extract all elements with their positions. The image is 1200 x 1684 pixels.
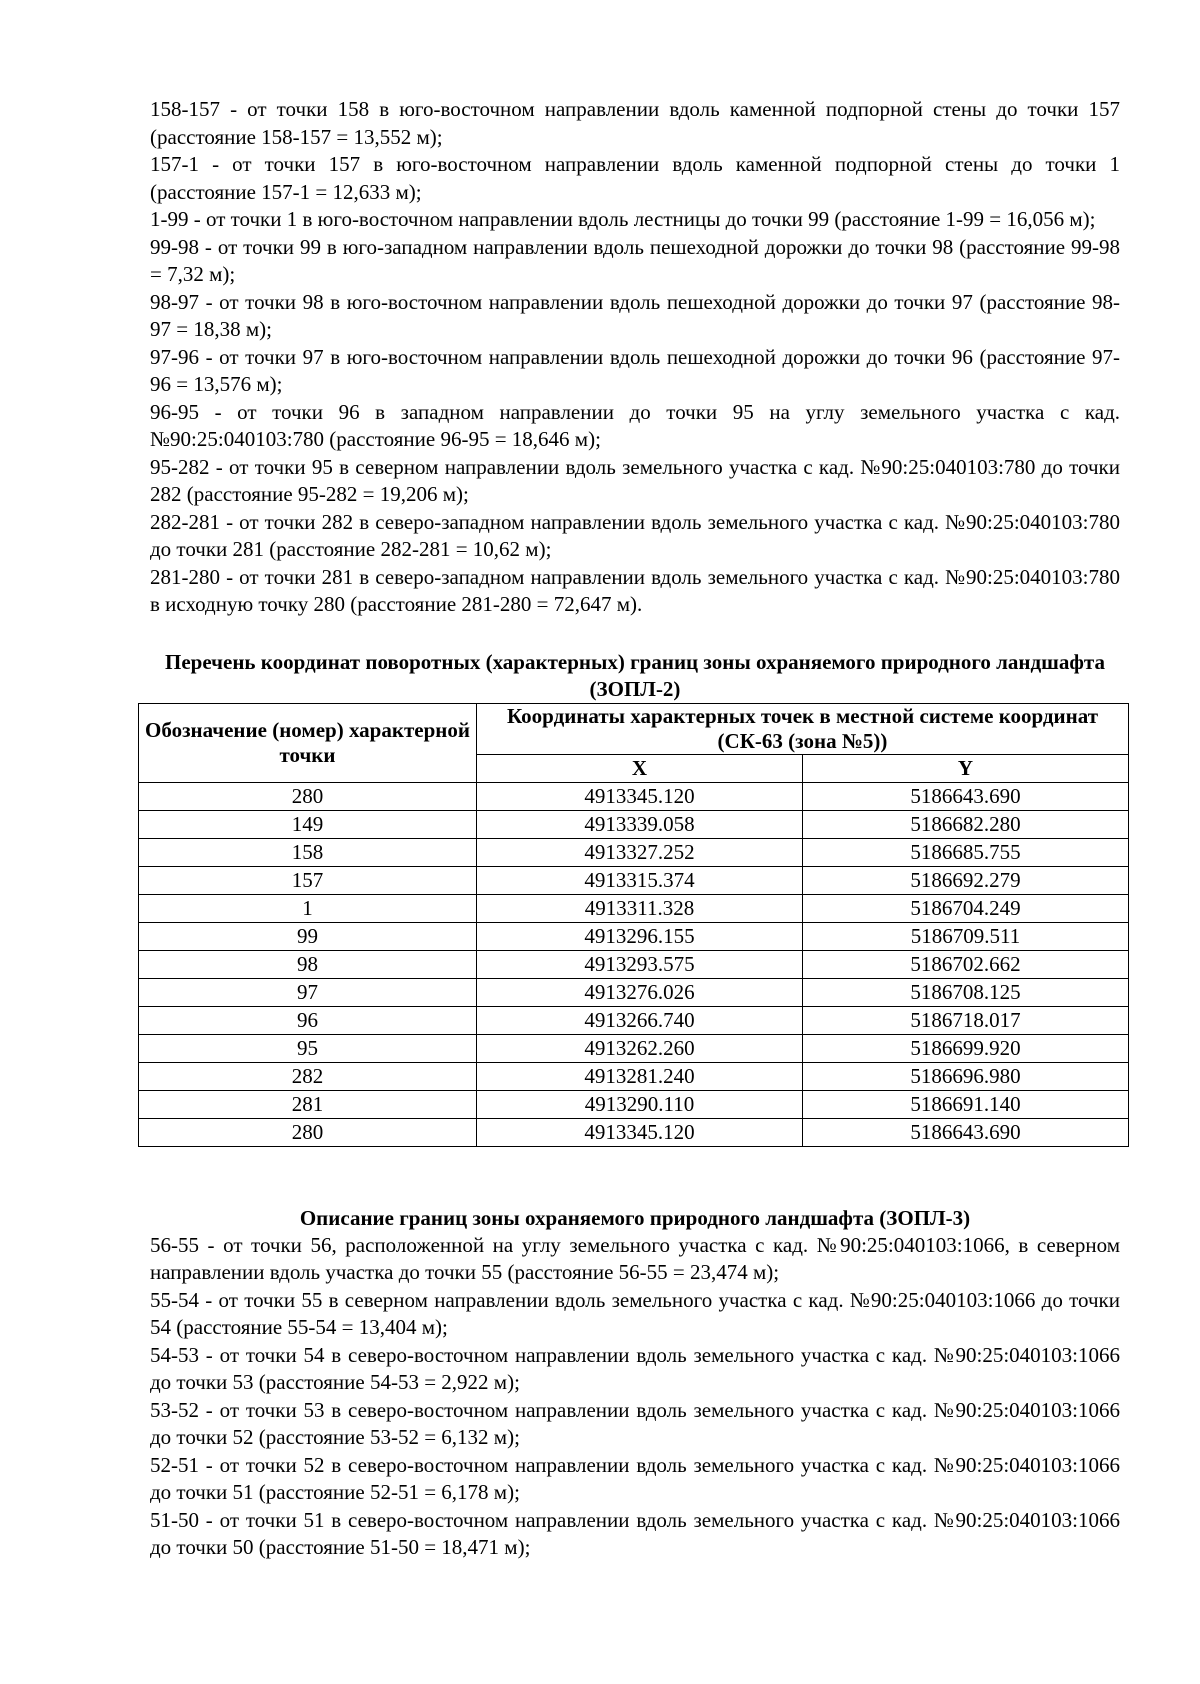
- table-row: [139, 782, 1129, 810]
- point-number: 280: [139, 782, 477, 810]
- coord-x: 4913293.575: [477, 950, 803, 978]
- point-number: 282: [139, 1062, 477, 1090]
- point-number: 157: [139, 866, 477, 894]
- coord-y: 5186696.980: [803, 1062, 1129, 1090]
- coord-x: 4913296.155: [477, 922, 803, 950]
- point-number: 99: [139, 922, 477, 950]
- boundary-segment: 95-282 - от точки 95 в северном направлении вдоль земельного участка с кад. №90:25:040103:780 до точки 282 (расстояние 95-282 = 19,206 м);: [150, 454, 1120, 506]
- coordinates-table: [138, 703, 1129, 1147]
- coord-y: 5186685.755: [803, 838, 1129, 866]
- coord-y: 5186709.511: [803, 922, 1129, 950]
- boundary-segment: 158-157 - от точки 158 в юго-восточном направлении вдоль каменной подпорной стены до точки 157 (расстояние 158-157 = 13,552 м);: [150, 97, 1120, 149]
- table-row: [139, 838, 1129, 866]
- boundary-segment: 99-98 - от точки 99 в юго-западном направлении вдоль пешеходной дорожки до точки 98 (расстояние 99-98 = 7,32 м);: [150, 234, 1120, 286]
- header-point-number: Обозначение (номер) характерной точки: [139, 703, 477, 782]
- point-number: 97: [139, 978, 477, 1006]
- boundary-segment: 52-51 - от точки 52 в северо-восточном направлении вдоль земельного участка с кад. №90:25:040103:1066 до точки 51 (расстояние 52-51 = 6,178 м);: [150, 1452, 1120, 1504]
- boundary-segment: 157-1 - от точки 157 в юго-восточном направлении вдоль каменной подпорной стены до точки 1 (расстояние 157-1 = 12,633 м);: [150, 152, 1120, 204]
- boundary-segment: 53-52 - от точки 53 в северо-восточном направлении вдоль земельного участка с кад. №90:25:040103:1066 до точки 52 (расстояние 53-52 = 6,132 м);: [150, 1397, 1120, 1449]
- table-row: [139, 894, 1129, 922]
- boundary-segment: 281-280 - от точки 281 в северо-западном направлении вдоль земельного участка с кад. №90:25:040103:780 в исходную точку 280 (расстояние 281-280 = 72,647 м).: [150, 564, 1120, 616]
- coord-x: 4913315.374: [477, 866, 803, 894]
- coord-y: 5186682.280: [803, 810, 1129, 838]
- coord-x: 4913281.240: [477, 1062, 803, 1090]
- boundary-segment: 55-54 - от точки 55 в северном направлении вдоль земельного участка с кад. №90:25:040103:1066 до точки 54 (расстояние 55-54 = 13,404 м);: [150, 1287, 1120, 1339]
- coord-x: 4913311.328: [477, 894, 803, 922]
- table-row: [139, 922, 1129, 950]
- coord-y: 5186691.140: [803, 1090, 1129, 1118]
- coord-y: 5186692.279: [803, 866, 1129, 894]
- coord-x: 4913262.260: [477, 1034, 803, 1062]
- coord-x: 4913345.120: [477, 782, 803, 810]
- zopl3-boundary-description: [150, 1232, 1120, 1562]
- point-number: 95: [139, 1034, 477, 1062]
- coord-y: 5186643.690: [803, 782, 1129, 810]
- coord-x: 4913266.740: [477, 1006, 803, 1034]
- boundary-segment: 54-53 - от точки 54 в северо-восточном направлении вдоль земельного участка с кад. №90:25:040103:1066 до точки 53 (расстояние 54-53 = 2,922 м);: [150, 1342, 1120, 1394]
- coord-y: 5186702.662: [803, 950, 1129, 978]
- table-row: [139, 950, 1129, 978]
- coord-x: 4913327.252: [477, 838, 803, 866]
- header-y: Y: [803, 754, 1129, 782]
- zopl2-boundary-description: [150, 96, 1120, 619]
- document-page: [145, 96, 1120, 1562]
- coord-y: 5186708.125: [803, 978, 1129, 1006]
- coord-x: 4913276.026: [477, 978, 803, 1006]
- boundary-segment: 56-55 - от точки 56, расположенной на углу земельного участка с кад. №90:25:040103:1066, в северном направлении вдоль участка до точки 55 (расстояние 56-55 = 23,474 м);: [150, 1232, 1120, 1284]
- table-row: [139, 1090, 1129, 1118]
- coord-x: 4913345.120: [477, 1118, 803, 1146]
- coordinates-table-heading: Перечень координат поворотных (характерных) границ зоны охраняемого природного ландшафта (ЗОПЛ-2): [165, 649, 1105, 701]
- point-number: 98: [139, 950, 477, 978]
- boundary-segment: 96-95 - от точки 96 в западном направлении до точки 95 на углу земельного участка с кад. №90:25:040103:780 (расстояние 96-95 = 18,646 м);: [150, 399, 1120, 451]
- point-number: 1: [139, 894, 477, 922]
- point-number: 158: [139, 838, 477, 866]
- coord-x: 4913339.058: [477, 810, 803, 838]
- coord-y: 5186718.017: [803, 1006, 1129, 1034]
- table-row: [139, 1118, 1129, 1146]
- table-row: [139, 1062, 1129, 1090]
- zopl3-heading: Описание границ зоны охраняемого природного ландшафта (ЗОПЛ-3): [299, 1205, 971, 1230]
- boundary-segment: 1-99 - от точки 1 в юго-восточном направлении вдоль лестницы до точки 99 (расстояние 1-99 = 16,056 м);: [150, 207, 1096, 231]
- table-row: [139, 866, 1129, 894]
- table-row: [139, 1034, 1129, 1062]
- coord-y: 5186704.249: [803, 894, 1129, 922]
- boundary-segment: 282-281 - от точки 282 в северо-западном направлении вдоль земельного участка с кад. №90:25:040103:780 до точки 281 (расстояние 282-281 = 10,62 м);: [150, 509, 1120, 561]
- header-x: X: [477, 754, 803, 782]
- coord-y: 5186643.690: [803, 1118, 1129, 1146]
- point-number: 281: [139, 1090, 477, 1118]
- table-row: [139, 1006, 1129, 1034]
- coord-y: 5186699.920: [803, 1034, 1129, 1062]
- table-row: [139, 810, 1129, 838]
- point-number: 96: [139, 1006, 477, 1034]
- point-number: 280: [139, 1118, 477, 1146]
- boundary-segment: 51-50 - от точки 51 в северо-восточном направлении вдоль земельного участка с кад. №90:25:040103:1066 до точки 50 (расстояние 51-50 = 18,471 м);: [150, 1507, 1120, 1559]
- boundary-segment: 97-96 - от точки 97 в юго-восточном направлении вдоль пешеходной дорожки до точки 96 (расстояние 97-96 = 13,576 м);: [150, 344, 1120, 396]
- table-row: [139, 978, 1129, 1006]
- header-coordinates: Координаты характерных точек в местной системе координат (СК-63 (зона №5)): [477, 703, 1129, 754]
- point-number: 149: [139, 810, 477, 838]
- boundary-segment: 98-97 - от точки 98 в юго-восточном направлении вдоль пешеходной дорожки до точки 97 (расстояние 98-97 = 18,38 м);: [150, 289, 1120, 341]
- coord-x: 4913290.110: [477, 1090, 803, 1118]
